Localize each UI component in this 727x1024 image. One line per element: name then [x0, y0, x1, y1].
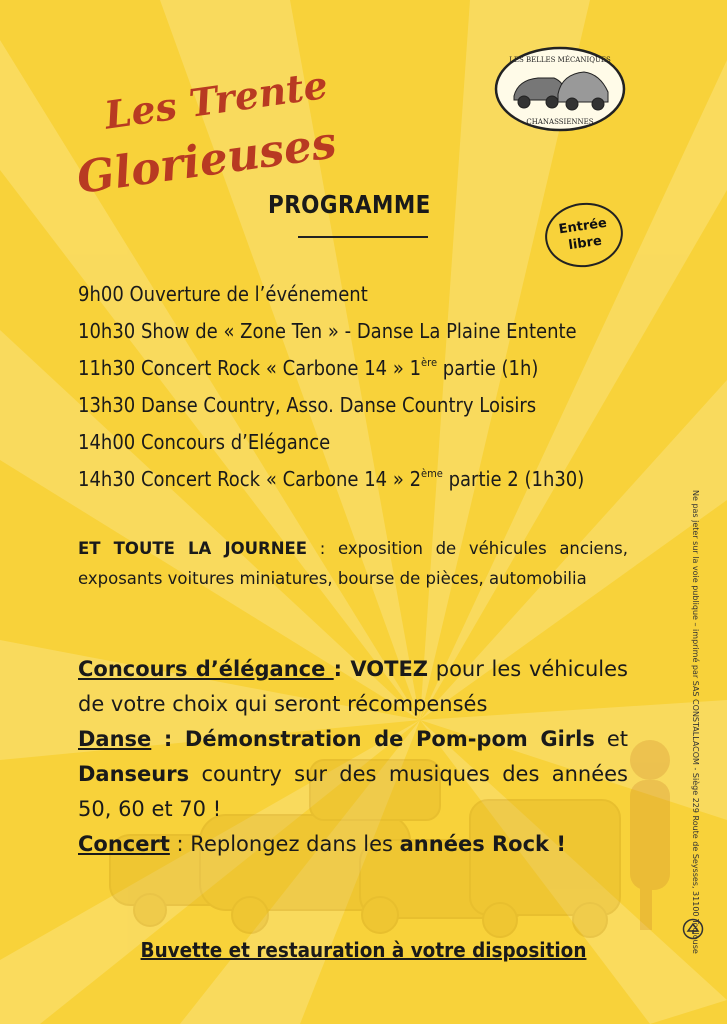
- danse-paragraph: Danse : Démonstration de Pom-pom Girls et Danseurs country sur des musiques des années 50, 60 et 70 !: [78, 727, 628, 821]
- details-section: [78, 652, 628, 862]
- event-title-logo: [60, 55, 380, 205]
- concours-paragraph: Concours d’élégance : VOTEZ pour les véhicules de votre choix qui seront récompensés: [78, 657, 628, 716]
- schedule-item: 14h00 Concours d’Elégance: [78, 430, 331, 454]
- schedule-item: 13h30 Danse Country, Asso. Danse Country Loisirs: [78, 393, 537, 417]
- schedule-item: 14h30 Concert Rock « Carbone 14 » 2ème partie 2 (1h30): [78, 467, 585, 491]
- program-title-underline: [298, 236, 428, 238]
- schedule-list: [78, 282, 698, 504]
- all-day-label: ET TOUTE LA JOURNEE: [78, 539, 308, 558]
- badge-line-2: libre: [567, 233, 603, 254]
- program-title: PROGRAMME: [268, 190, 431, 219]
- free-entry-badge: [541, 198, 627, 272]
- refreshments-footer: Buvette et restauration à votre disposition: [140, 938, 587, 962]
- schedule-item: 9h00 Ouverture de l’événement: [78, 282, 368, 306]
- schedule-item: 11h30 Concert Rock « Carbone 14 » 1ère partie (1h): [78, 356, 539, 380]
- club-logo-bottom-text: CHANASSIENNES: [526, 118, 594, 126]
- title-line-1: Les Trente: [101, 61, 331, 138]
- badge-line-1: Entrée: [557, 215, 608, 238]
- all-day-paragraph: ET TOUTE LA JOURNEE : exposition de véhicules anciens, exposants voitures miniatures, bourse de pièces, automobilia: [78, 539, 628, 588]
- title-line-2: Glorieuses: [73, 117, 340, 205]
- concert-paragraph: Concert : Replongez dans les années Rock !: [78, 832, 566, 856]
- recycle-icon: [682, 918, 704, 940]
- club-logo-top-text: LES BELLES MÉCANIQUES: [509, 56, 611, 64]
- club-logo: [492, 44, 628, 134]
- schedule-item: 10h30 Show de « Zone Ten » - Danse La Plaine Entente: [78, 319, 577, 343]
- printer-side-note: Ne pas jeter sur la voie publique – imprimé par SAS CONSTALLACOM - Siège 229 Route de Seysses, 31100 Toulouse: [691, 490, 700, 954]
